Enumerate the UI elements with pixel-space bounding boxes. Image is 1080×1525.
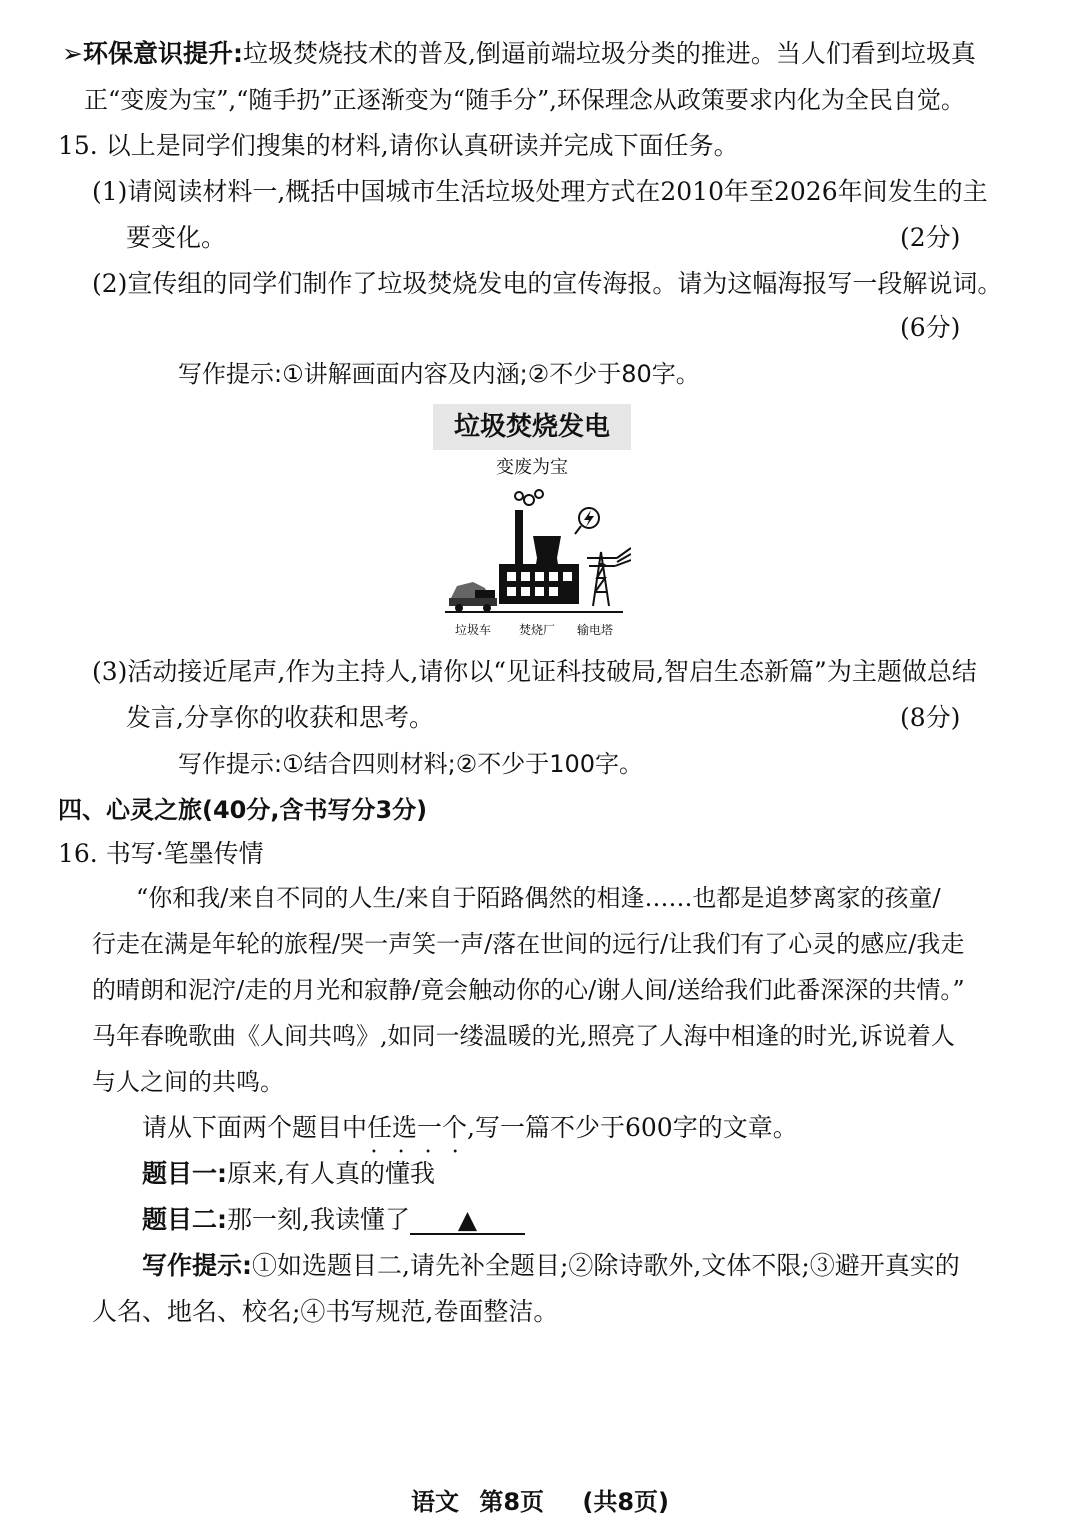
q15-sub1-line1: (1)请阅读材料一,概括中国城市生活垃圾处理方式在2010年至2026年间发生的主 [92,177,988,206]
topic-one-text: 原来,有人真的懂我 [227,1159,435,1188]
q15-sub1-line2: 要变化。 [126,223,227,252]
q16-title: 16. 书写·笔墨传情 [58,839,264,868]
essay-tip-line-2: 人名、地名、校名;④书写规范,卷面整洁。 [92,1297,559,1326]
topic-two-label: 题目二: [142,1205,227,1234]
instruction-emphasis: 任选一个 • • • • [367,1113,467,1142]
topic-one-label: 题目一: [142,1159,227,1188]
poster-labels [433,622,631,640]
topic-two [142,1204,525,1236]
footer-page: 第8页 [479,1488,545,1516]
poster-label-plant: 焚烧厂 [519,623,556,637]
page-footer [0,1486,1080,1518]
q15-intro: 15. 以上是同学们搜集的材料,请你认真研读并完成下面任务。 [58,131,739,160]
power-tower-icon [587,548,631,606]
lyric-line-1: “你和我/来自不同的人生/来自于陌路偶然的相逢……也都是追梦离家的孩童/ [136,884,941,912]
q15-sub2-tip: 写作提示:①讲解画面内容及内涵;②不少于80字。 [178,360,700,388]
essay-tip-text: ①如选题目二,请先补全题目;②除诗歌外,文体不限;③避开真实的 [252,1251,960,1280]
factory-icon [499,564,579,604]
garbage-truck-icon [449,582,497,612]
q15-sub2-line1: (2)宣传组的同学们制作了垃圾焚烧发电的宣传海报。请为这幅海报写一段解说词。 [92,269,1003,298]
essay-tip-line-1 [142,1250,960,1282]
essay-instruction [142,1112,798,1144]
q15-sub3-line1: (3)活动接近尾声,作为主持人,请你以“见证科技破局,智启生态新篇”为主题做总结 [92,657,977,686]
lyric-line-5: 与人之间的共鸣。 [92,1068,284,1096]
essay-tip-label: 写作提示: [142,1251,252,1280]
lyric-line-3: 的晴朗和泥泞/走的月光和寂静/竟会触动你的心/谢人间/送给我们此番深深的共情。” [92,976,965,1004]
instruction-pre: 请从下面两个题目中 [142,1113,368,1142]
q15-sub3-tip: 写作提示:①结合四则材料;②不少于100字。 [178,750,644,778]
lyric-line-4: 马年春晚歌曲《人间共鸣》,如同一缕温暖的光,照亮了人海中相逢的时光,诉说着人 [92,1022,955,1050]
section-four-heading: 四、心灵之旅(40分,含书写分3分) [58,796,428,824]
topic-two-blank: ▲ [410,1207,525,1235]
material-four-line-2: 正“变废为宝”,“随手扔”正逐渐变为“随手分”,环保理念从政策要求内化为全民自觉。 [84,86,965,114]
smoke-cloud-icon [515,490,543,505]
q15-sub2-score: (6分) [900,313,961,342]
material-four-text: 垃圾焚烧技术的普及,倒逼前端垃圾分类的推进。当人们看到垃圾真 [242,39,976,68]
lyric-line-2: 行走在满是年轮的旅程/哭一声笑一声/落在世间的远行/让我们有了心灵的感应/我走 [92,930,965,958]
topic-one [142,1158,435,1190]
poster-title: 垃圾焚烧发电 [433,404,631,450]
bullet-arrow: ➢ [62,39,83,68]
q15-sub1-score: (2分) [900,223,961,252]
instruction-post: ,写一篇不少于600字的文章。 [467,1113,798,1142]
footer-subject: 语文 [410,1488,459,1516]
poster-illustration [433,482,631,622]
material-four-lead: 环保意识提升: [82,39,243,68]
poster-subtitle: 变废为宝 [496,457,568,478]
poster-label-tower: 输电塔 [577,623,614,637]
lightning-icon [575,508,599,534]
topic-two-text: 那一刻,我读懂了 [227,1205,410,1234]
q15-sub3-line2: 发言,分享你的收获和思考。 [126,703,434,732]
poster-label-truck: 垃圾车 [455,623,492,637]
poster [433,404,631,640]
q15-sub3-score: (8分) [900,703,961,732]
material-four-line-1 [62,38,976,70]
footer-total: (共8页) [582,1488,670,1516]
